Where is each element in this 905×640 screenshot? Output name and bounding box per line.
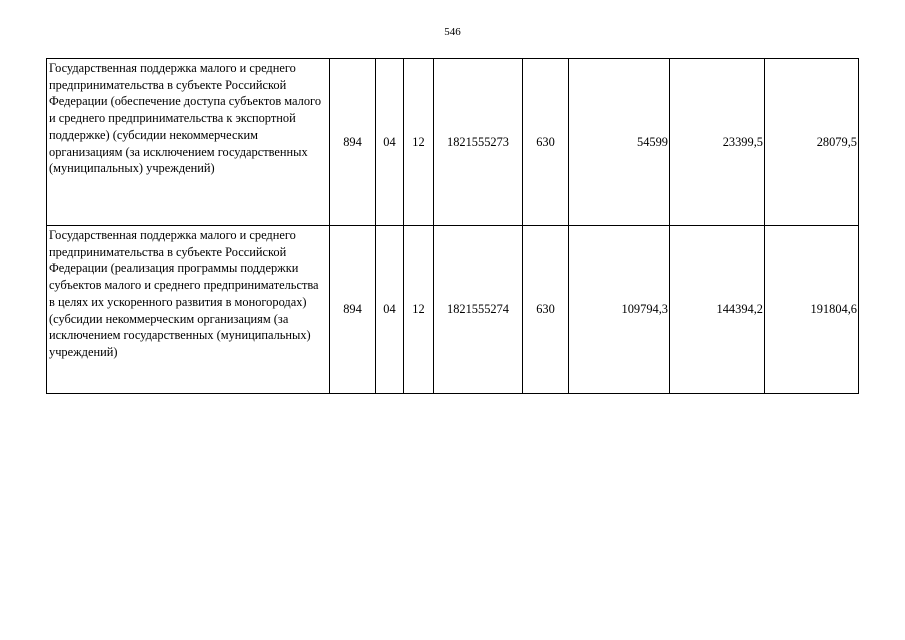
amount-3: 191804,6 xyxy=(765,226,859,394)
subsection-code: 12 xyxy=(404,226,434,394)
expense-type-code: 630 xyxy=(523,59,569,226)
budget-table xyxy=(46,58,859,394)
amount-1: 109794,3 xyxy=(569,226,670,394)
section-code: 04 xyxy=(376,59,404,226)
row-description: Государственная поддержка малого и среднего предпринимательства в субъекте Российской Федерации (обеспечение доступа субъектов малого и среднего предпринимательства к экспортной поддержке) (субсидии некоммерческим организациям (за исключением государственных (муниципальных) учреждений) xyxy=(47,59,330,226)
subsection-code: 12 xyxy=(404,59,434,226)
table-row xyxy=(47,226,859,394)
target-article-code: 1821555274 xyxy=(434,226,523,394)
page-number: 546 xyxy=(444,26,461,38)
amount-1: 54599 xyxy=(569,59,670,226)
table-row xyxy=(47,59,859,226)
expense-type-code: 630 xyxy=(523,226,569,394)
amount-3: 28079,5 xyxy=(765,59,859,226)
ministry-code: 894 xyxy=(330,226,376,394)
ministry-code: 894 xyxy=(330,59,376,226)
row-description: Государственная поддержка малого и среднего предпринимательства в субъекте Российской Федерации (реализация программы поддержки субъектов малого и среднего предпринимательства в целях их ускоренного развития в моногородах) (субсидии некоммерческим организациям (за исключением государственных (муниципальных) учреждений) xyxy=(47,226,330,394)
amount-2: 23399,5 xyxy=(670,59,765,226)
target-article-code: 1821555273 xyxy=(434,59,523,226)
section-code: 04 xyxy=(376,226,404,394)
amount-2: 144394,2 xyxy=(670,226,765,394)
